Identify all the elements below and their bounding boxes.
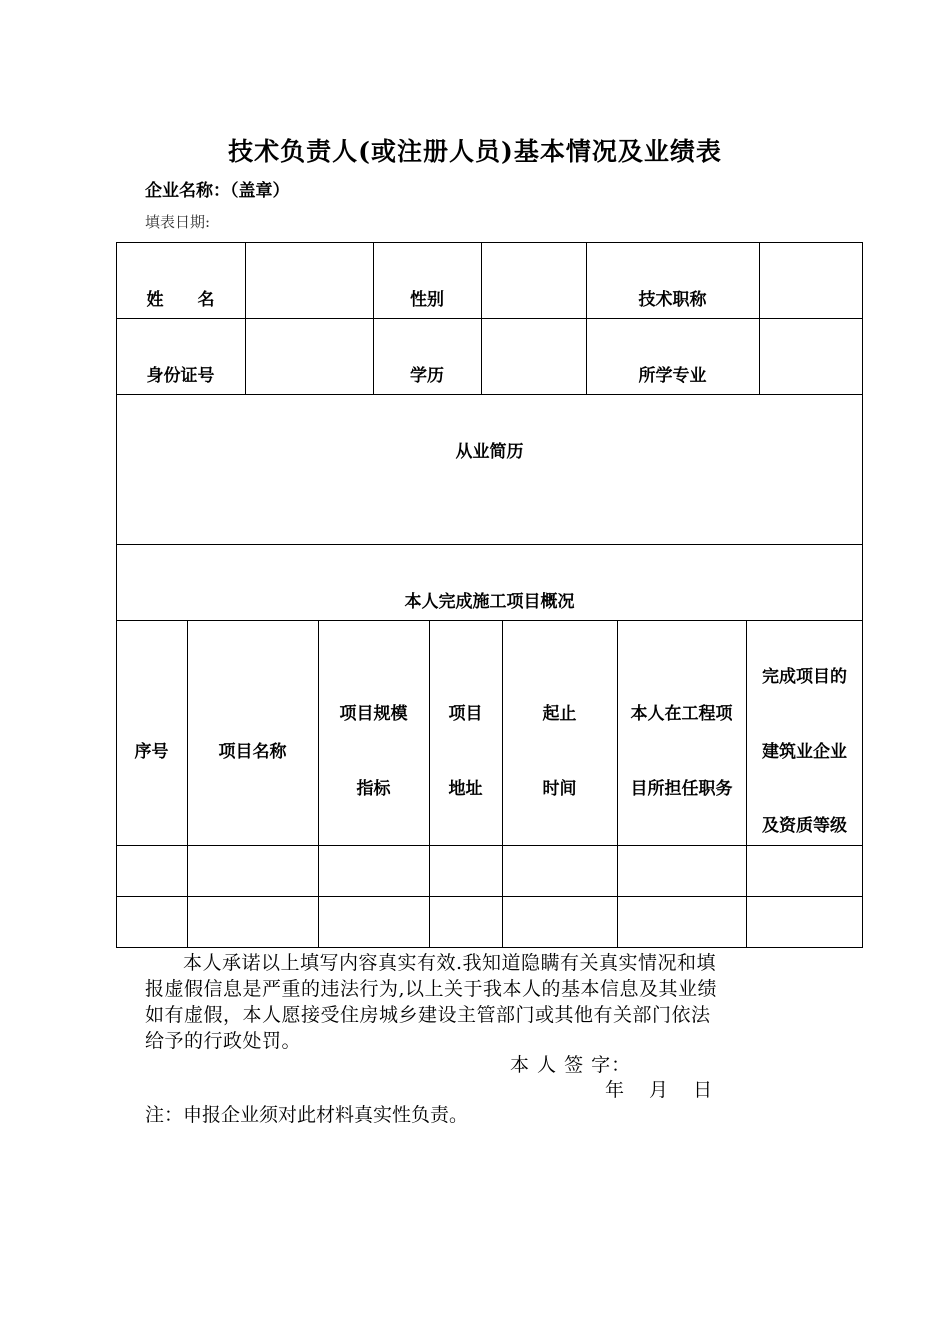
row-divider xyxy=(116,394,863,395)
header-address-line1: 项目 xyxy=(448,703,483,724)
id-number-field[interactable] xyxy=(246,319,373,394)
gender-field[interactable] xyxy=(482,243,586,318)
professional-title-label: 技术职称 xyxy=(638,289,707,310)
header-address-line2: 地址 xyxy=(448,778,483,799)
commitment-line: 给予的行政处罚。 xyxy=(145,1030,302,1052)
header-enterprise-line1: 完成项目的 xyxy=(762,666,847,687)
education-field[interactable] xyxy=(482,319,586,394)
header-role-line1: 本人在工程项 xyxy=(630,703,733,724)
footnote: 注：申报企业须对此材料真实性负责。 xyxy=(145,1104,469,1126)
company-name-label: 企业名称：（盖章） xyxy=(145,181,290,201)
header-project-name: 项目名称 xyxy=(218,741,287,762)
header-scale-line2: 指标 xyxy=(356,778,391,799)
name-field[interactable] xyxy=(246,243,373,318)
row-divider xyxy=(116,620,863,621)
header-enterprise-line3: 及资质等级 xyxy=(762,815,847,836)
header-enterprise-line2: 建筑业企业 xyxy=(762,741,847,762)
col-divider xyxy=(187,620,188,947)
name-label: 姓 名 xyxy=(146,289,215,310)
professional-title-field[interactable] xyxy=(760,243,862,318)
header-period-line1: 起止 xyxy=(542,703,577,724)
header-scale-line1: 项目规模 xyxy=(339,703,408,724)
header-seq: 序号 xyxy=(134,741,169,762)
id-number-label: 身份证号 xyxy=(146,365,215,386)
row-divider xyxy=(116,896,863,897)
row-divider xyxy=(116,544,863,545)
major-label: 所学专业 xyxy=(638,365,707,386)
major-field[interactable] xyxy=(760,319,862,394)
commitment-statement xyxy=(145,950,813,1054)
commitment-line: 报虚假信息是严重的违法行为,以上关于我本人的基本信息及其业绩 xyxy=(145,978,718,1000)
commitment-line: 如有虚假，本人愿接受住房城乡建设主管部门或其他有关部门依法 xyxy=(145,1004,711,1026)
header-role-line2: 目所担任职务 xyxy=(630,778,733,799)
signature-date: 年 月 日 xyxy=(605,1079,713,1101)
gender-label: 性别 xyxy=(410,289,444,310)
fill-date-label: 填表日期: xyxy=(145,213,211,231)
table-border-bottom xyxy=(116,947,863,948)
resume-label: 从业简历 xyxy=(455,441,524,462)
row-divider xyxy=(116,845,863,846)
education-label: 学历 xyxy=(410,365,444,386)
signature-label: 本 人 签 字： xyxy=(510,1054,632,1076)
projects-section-label: 本人完成施工项目概况 xyxy=(404,591,575,612)
page-title: 技术负责人(或注册人员)基本情况及业绩表 xyxy=(228,137,722,166)
header-period-line2: 时间 xyxy=(542,778,577,799)
commitment-line: 本人承诺以上填写内容真实有效.我知道隐瞒有关真实情况和填 xyxy=(183,952,717,974)
